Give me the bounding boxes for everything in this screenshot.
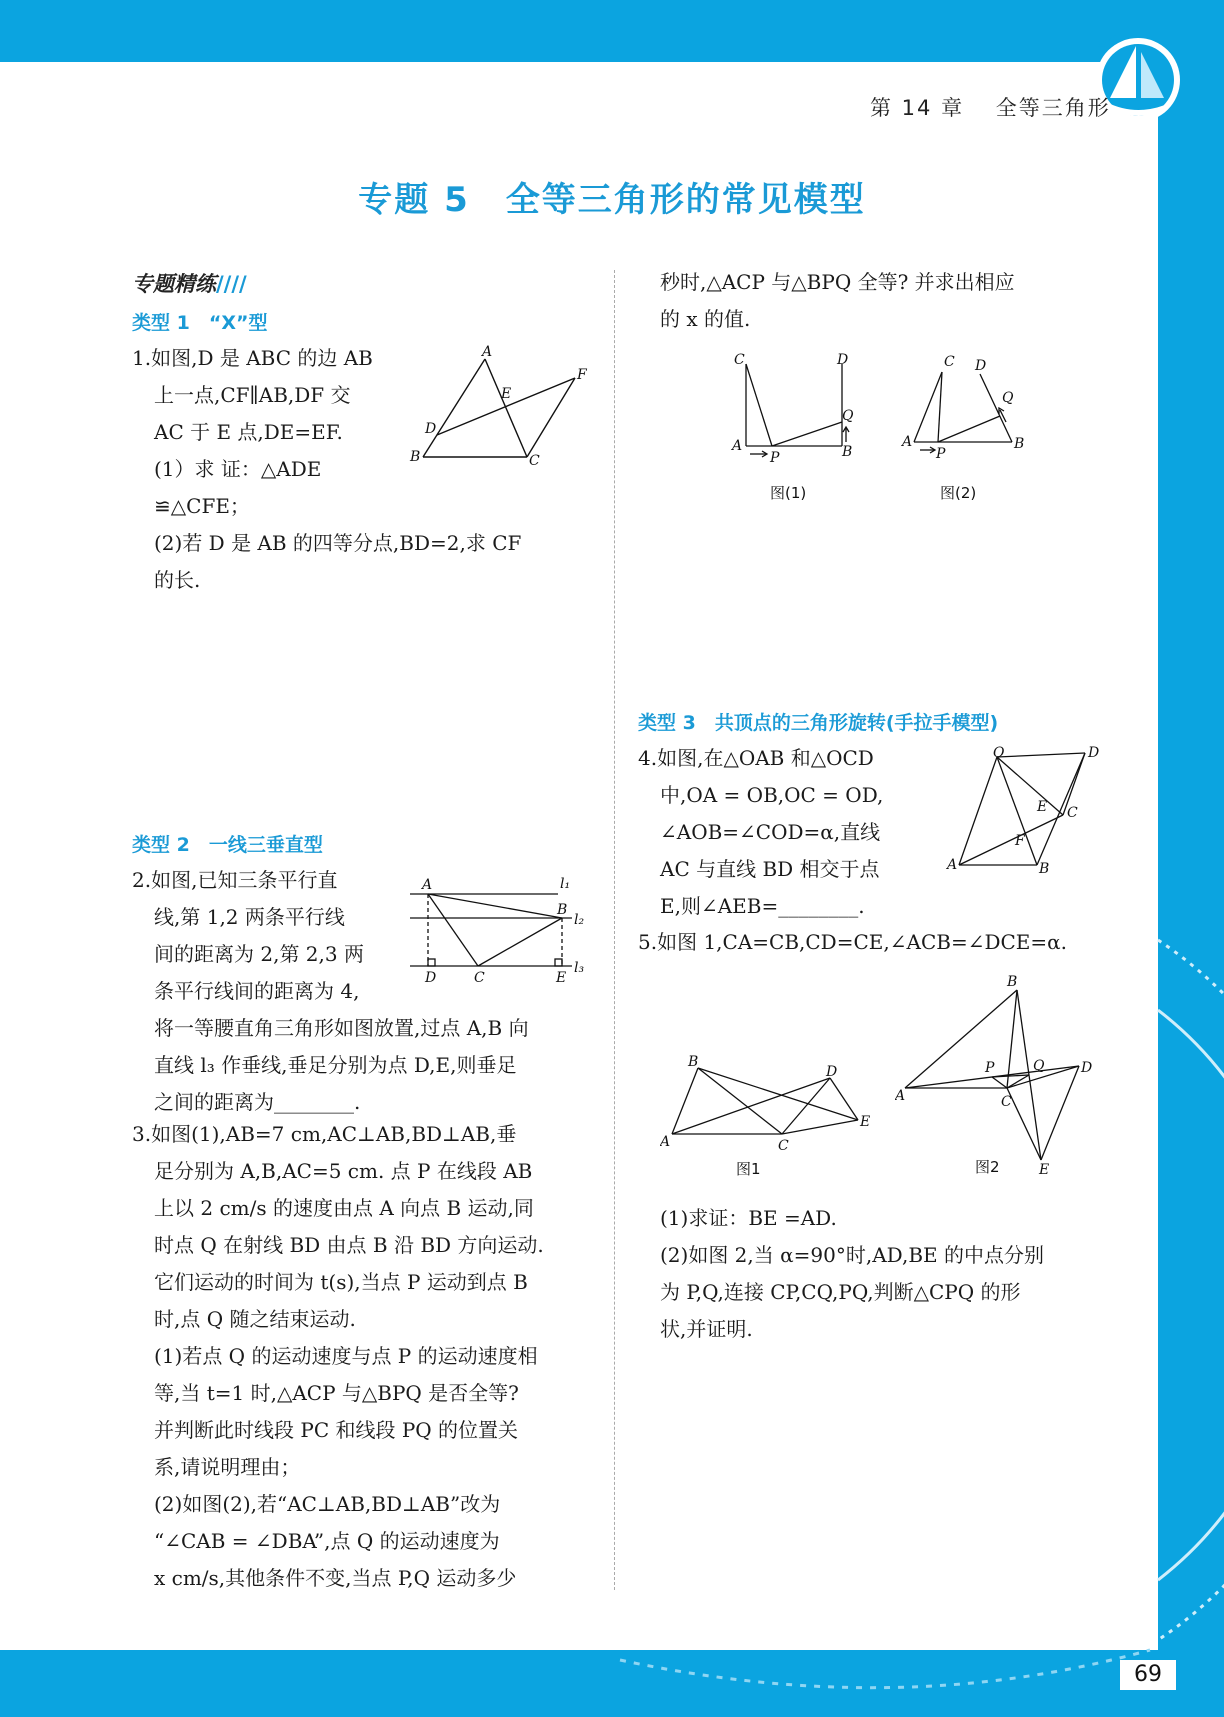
q5-part-line: (1)求证：BE =AD. — [660, 1206, 837, 1230]
q3-line: 等,当 t=1 时,△ACP 与△BPQ 是否全等? — [154, 1381, 519, 1405]
label-l1: l₁ — [560, 876, 571, 892]
question-5 — [638, 924, 1138, 961]
q3-line: x cm/s,其他条件不变,当点 P,Q 运动多少 — [154, 1566, 517, 1590]
figure-caption: 图2 — [975, 1158, 1000, 1175]
q4-line: 4.如图,在△OAB 和△OCD — [638, 746, 874, 770]
label-b: B — [557, 902, 568, 918]
label-a: A — [732, 438, 743, 454]
label-c: C — [1067, 805, 1078, 821]
label-a: A — [895, 1088, 906, 1104]
label-e: E — [556, 970, 567, 983]
question-3-continued — [660, 264, 1110, 338]
q3-line: (2)如图(2),若“AC⊥AB,BD⊥AB”改为 — [154, 1492, 501, 1516]
label-f: F — [1015, 833, 1025, 849]
q1-line: (2)若 D 是 AB 的四等分点,BD=2,求 CF — [154, 531, 522, 555]
label-q: Q — [1033, 1058, 1045, 1074]
q4-line: E,则∠AEB=________. — [660, 894, 865, 918]
q4-line: ∠AOB=∠COD=α,直线 — [660, 820, 881, 844]
label-e: E — [501, 386, 512, 402]
page-number: 69 — [1120, 1660, 1176, 1690]
q3-line: 并判断此时线段 PC 和线段 PQ 的位置关 — [154, 1418, 519, 1442]
figure-q2 — [400, 868, 600, 983]
column-divider — [614, 270, 615, 1590]
q3-line: 它们运动的时间为 t(s),当点 P 运动到点 B — [154, 1270, 528, 1294]
q3-line: 上以 2 cm/s 的速度由点 A 向点 B 运动,同 — [154, 1196, 534, 1220]
label-d: D — [975, 358, 987, 374]
q2-line: 2.如图,已知三条平行直 — [132, 868, 338, 892]
label-a: A — [902, 434, 913, 450]
q3-line: (1)若点 Q 的运动速度与点 P 的运动速度相 — [154, 1344, 538, 1368]
q2-line: 线,第 1,2 两条平行线 — [154, 905, 345, 929]
figure-q1 — [405, 345, 595, 465]
q5-line: 5.如图 1,CA=CB,CD=CE,∠ACB=∠DCE=α. — [638, 930, 1068, 954]
type1-heading: 类型 1 “X”型 — [132, 312, 268, 334]
figure-q3-1 — [730, 350, 860, 510]
label-d: D — [1088, 745, 1100, 761]
label-c: C — [778, 1138, 789, 1154]
label-l2: l₂ — [574, 912, 585, 928]
q3-line: 时,点 Q 随之结束运动. — [154, 1307, 356, 1331]
label-d: D — [425, 970, 437, 983]
section-label-text: 专题精练 — [132, 272, 216, 296]
type2-heading: 类型 2 一线三垂直型 — [132, 834, 323, 856]
q5-part-line: 状,并证明. — [660, 1317, 753, 1341]
label-o: O — [993, 745, 1005, 761]
section-label — [132, 268, 247, 298]
label-b: B — [688, 1054, 699, 1070]
q3-line: “∠CAB = ∠DBA”,点 Q 的运动速度为 — [154, 1529, 500, 1553]
q2-line: 将一等腰直角三角形如图放置,过点 A,B 向 — [154, 1016, 529, 1040]
label-l3: l₃ — [574, 960, 585, 976]
label-c: C — [474, 970, 485, 983]
q1-line: 上一点,CF∥AB,DF 交 — [154, 383, 351, 407]
label-c: C — [734, 352, 745, 368]
question-5-parts — [660, 1200, 1130, 1348]
question-4 — [638, 740, 938, 925]
label-a: A — [482, 345, 493, 360]
figure-caption: 图1 — [736, 1160, 761, 1178]
label-b: B — [1007, 974, 1018, 990]
figure-caption: 图(1) — [770, 484, 807, 502]
q4-line: 中,OA = OB,OC = OD, — [660, 783, 884, 807]
q1-line: ≌△CFE； — [154, 494, 250, 518]
q3-line: 3.如图(1),AB=7 cm,AC⊥AB,BD⊥AB,垂 — [132, 1122, 517, 1146]
label-e: E — [860, 1114, 871, 1130]
label-f: F — [577, 367, 587, 383]
figure-caption: 图(2) — [940, 484, 977, 502]
q3-line: 足分别为 A,B,AC=5 cm. 点 P 在线段 AB — [154, 1159, 533, 1183]
q2-line: 之间的距离为________. — [154, 1090, 361, 1114]
q2-line: 条平行线间的距离为 4, — [154, 979, 360, 1003]
label-b: B — [1039, 861, 1050, 875]
q3-line: 系,请说明理由； — [154, 1455, 301, 1479]
chapter-header: 第 14 章 全等三角形 — [870, 96, 1111, 120]
label-b: B — [1014, 436, 1025, 452]
q1-line: 1.如图,D 是 ABC 的边 AB — [132, 346, 373, 370]
q4-line: AC 与直线 BD 相交于点 — [660, 857, 880, 881]
figure-q5-2 — [895, 970, 1115, 1175]
q1-line: 的长. — [154, 568, 201, 592]
slash-decoration-icon: //// — [216, 272, 247, 296]
label-p: P — [936, 446, 946, 462]
label-c: C — [1001, 1094, 1012, 1110]
label-p: P — [770, 450, 780, 466]
label-b: B — [842, 444, 853, 460]
label-b: B — [410, 449, 421, 465]
page-title: 专题 5 全等三角形的常见模型 — [358, 180, 866, 220]
label-a: A — [660, 1134, 671, 1150]
figure-q5-1 — [660, 1050, 880, 1180]
label-d: D — [1081, 1060, 1093, 1076]
figure-q3-2 — [900, 350, 1040, 510]
label-c: C — [529, 453, 540, 465]
type3-heading: 类型 3 共顶点的三角形旋转(手拉手模型) — [638, 712, 999, 734]
label-a: A — [422, 877, 433, 893]
label-d: D — [425, 421, 437, 437]
label-e: E — [1037, 799, 1048, 815]
q2-line: 直线 l₃ 作垂线,垂足分别为点 D,E,则垂足 — [154, 1053, 517, 1077]
label-q: Q — [1002, 390, 1014, 406]
q3-cont-line: 秒时,△ACP 与△BPQ 全等? 并求出相应 — [660, 270, 1015, 294]
label-p: P — [985, 1060, 995, 1076]
q1-line: (1）求 证：△ADE — [154, 457, 322, 481]
q1-line: AC 于 E 点,DE=EF. — [154, 420, 343, 444]
q2-line: 间的距离为 2,第 2,3 两 — [154, 942, 364, 966]
q5-part-line: 为 P,Q,连接 CP,CQ,PQ,判断△CPQ 的形 — [660, 1280, 1021, 1304]
label-d: D — [826, 1064, 838, 1080]
label-c: C — [944, 354, 955, 370]
figure-q4 — [945, 745, 1105, 875]
q3-line: 时点 Q 在射线 BD 由点 B 沿 BD 方向运动. — [154, 1233, 544, 1257]
q3-cont-line: 的 x 的值. — [660, 307, 751, 331]
label-e: E — [1039, 1162, 1050, 1175]
q5-part-line: (2)如图 2,当 α=90°时,AD,BE 的中点分别 — [660, 1243, 1044, 1267]
label-q: Q — [842, 408, 854, 424]
label-d: D — [837, 352, 849, 368]
label-a: A — [947, 857, 958, 873]
question-3 — [132, 1116, 602, 1597]
